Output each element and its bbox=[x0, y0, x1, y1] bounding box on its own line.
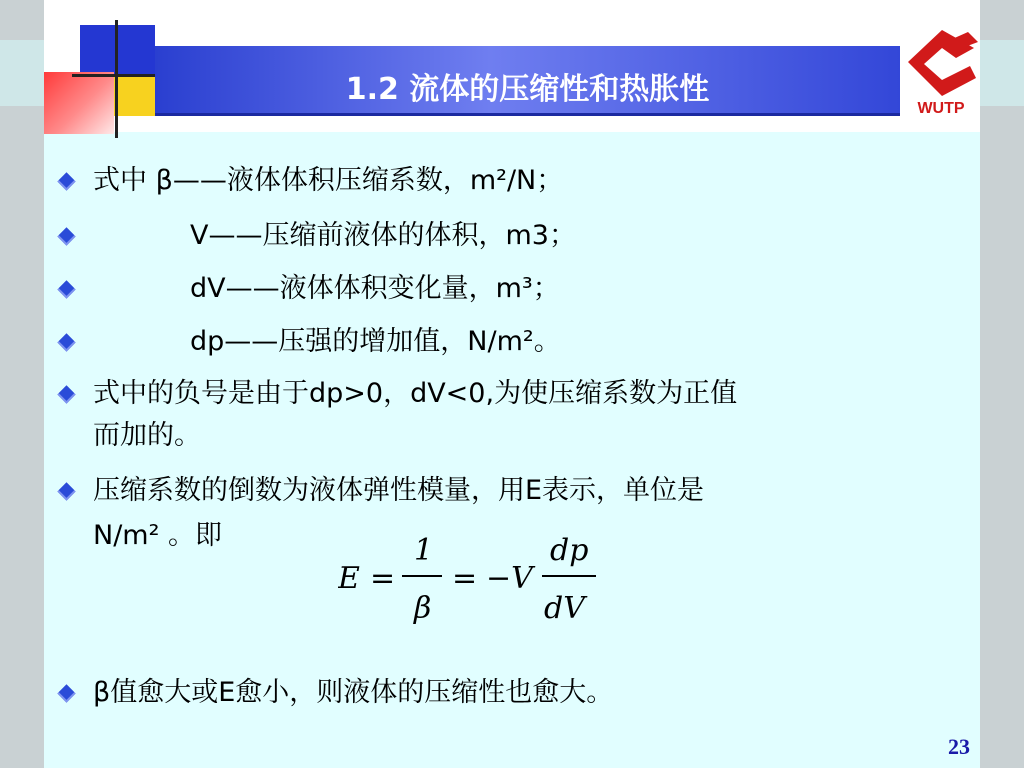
line-text: dV——液体体积变化量，m³； bbox=[190, 273, 560, 304]
equation-equals-2: = bbox=[452, 561, 478, 596]
fraction-1-denominator: β bbox=[414, 591, 432, 626]
page-number: 23 bbox=[948, 734, 970, 759]
equation-lhs: E bbox=[338, 561, 360, 596]
equation-neg-v: −V bbox=[486, 561, 533, 596]
line-text: β值愈大或E愈小，则液体的压缩性也愈大。 bbox=[93, 677, 614, 708]
decor-vertical-line bbox=[115, 20, 118, 138]
line-text: 式中 β——液体体积压缩系数，m²/N； bbox=[93, 165, 564, 196]
line-text: V——压缩前液体的体积，m3； bbox=[190, 220, 576, 251]
equation-graphic bbox=[338, 532, 618, 628]
fraction-2-numerator: dp bbox=[550, 533, 589, 568]
page-title: 1.2 流体的压缩性和热胀性 bbox=[345, 72, 710, 107]
line-text: dp——压强的增加值，N/m²。 bbox=[190, 326, 561, 357]
wutp-logo bbox=[898, 18, 984, 122]
logo-text: WUTP bbox=[917, 100, 965, 117]
logo-icon bbox=[898, 18, 984, 100]
line-text: 式中的负号是由于dp>0，dV<0,为使压缩系数为正值 bbox=[93, 378, 738, 409]
line-text: N/m² 。即 bbox=[93, 520, 223, 551]
fraction-1-numerator: 1 bbox=[414, 533, 434, 568]
fraction-2-denominator: dV bbox=[544, 591, 585, 626]
equation-equals-1: = bbox=[370, 561, 396, 596]
decor-horizontal-line bbox=[72, 74, 162, 77]
decor-red-square bbox=[44, 72, 114, 134]
elastic-modulus-equation bbox=[338, 532, 618, 628]
title-bar bbox=[155, 46, 900, 116]
line-text: 压缩系数的倒数为液体弹性模量，用E表示，单位是 bbox=[93, 475, 705, 506]
line-text: 而加的。 bbox=[93, 420, 201, 451]
